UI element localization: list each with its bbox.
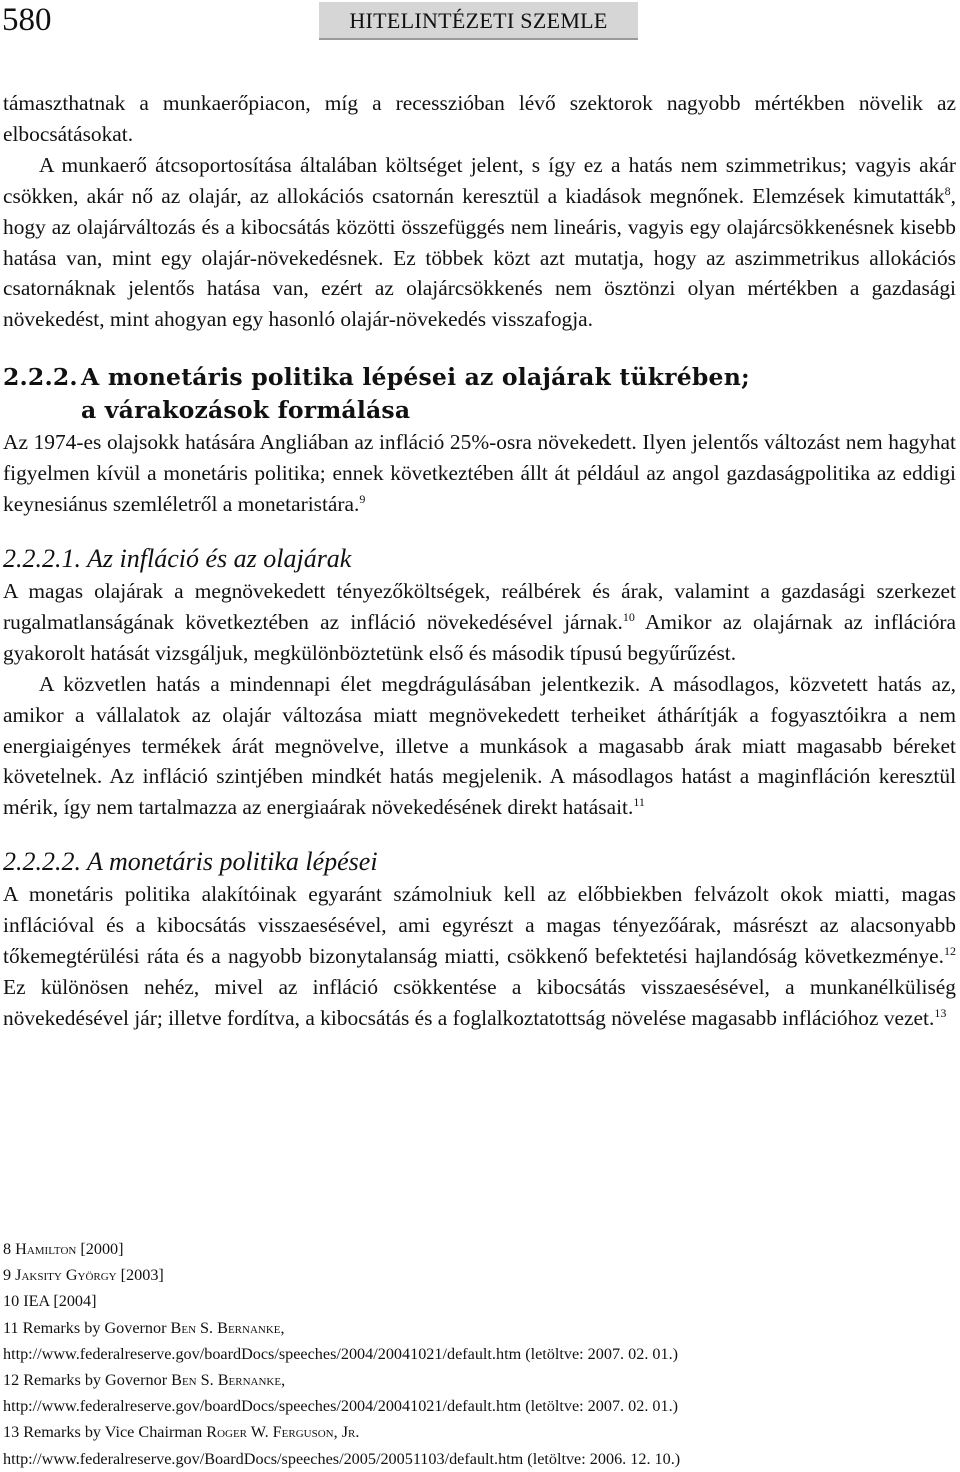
footnote-number: 13 [3, 1423, 20, 1442]
footnote-ref-8: 8 [944, 183, 951, 198]
paragraph-asymmetry [3, 150, 956, 335]
paragraph-text: A közvetlen hatás a mindennapi élet megdrágulásában jelentkezik. A másodlagos, közvetett hatás az, amikor a vállalatok az olajár változása miatt megnövekedett terheiket áthárítják a fogyasztóikra a nem energiaigényes termékek árát megnövelve, illetve a munkások a magasabb árak miatt magasabb béreket követelnek. Az infláció szintjében mindkét hatás megjelenik. A másodlagos hatást a maginfláción keresztül mérik, így nem tartalmazza az energiaárak növekedésének direkt hatásait. [3, 671, 956, 820]
footnote-text: [2000] [76, 1240, 124, 1258]
footnote-13-url[interactable]: http://www.federalreserve.gov/BoardDocs/speeches/2005/20051103/default.htm (letöltve: 2006. 12. 10.) [3, 1449, 681, 1468]
footnote-9 [3, 1262, 956, 1288]
footnote-ref-12: 12 [944, 944, 956, 959]
running-title: HITELINTÉZETI SZEMLE [319, 2, 638, 40]
paragraph-oil-shock [3, 427, 956, 520]
footnote-author: Roger W. Ferguson, Jr. [206, 1423, 360, 1442]
section-title-line1: A monetáris politika lépései az olajárak tükrében; [81, 363, 750, 392]
footnote-number: 12 [3, 1371, 20, 1390]
footnote-text: , [281, 1371, 286, 1390]
footnote-author: Hamilton [15, 1240, 77, 1258]
subsection-title: A monetáris politika lépései [87, 847, 378, 877]
paragraph-intro: támaszthatnak a munkaerőpiacon, míg a recesszióban lévő szektorok nagyobb mértékben növelik az elbocsátásokat. [3, 91, 956, 146]
footnote-text: Remarks by Vice Chairman [23, 1423, 207, 1442]
paragraph-text: A magas olajárak a megnövekedett tényezőköltségek, reálbérek és árak, valamint a gazdasági szerkezet rugalmatlanságának következtében az infláció növekedésével járnak. [3, 578, 956, 634]
footnote-ref-13: 13 [934, 1005, 947, 1020]
footnote-ref-11: 11 [633, 795, 645, 810]
paragraph-inflation [3, 576, 956, 669]
subsection-number: 2.2.2.2. [3, 847, 81, 877]
footnote-12-url[interactable]: http://www.federalreserve.gov/boardDocs/speeches/2004/20041021/default.htm (letöltve: 2007. 02. 01.) [3, 1397, 679, 1416]
footnotes [3, 1236, 956, 1472]
footnote-author: Ben S. Bernanke [170, 1318, 281, 1337]
subsection-heading-2-2-2-1 [3, 542, 956, 576]
subsection-heading-2-2-2-2 [3, 845, 956, 879]
paragraph-direct-effect [3, 669, 956, 824]
footnote-number: 11 [3, 1318, 19, 1337]
page-number: 580 [2, 2, 52, 38]
footnote-text: IEA [2004] [23, 1292, 97, 1311]
subsection-title: Az infláció és az olajárak [87, 543, 352, 573]
footnote-12 [3, 1367, 956, 1393]
footnote-author: Jaksity György [15, 1266, 117, 1285]
footnote-number: 10 [3, 1292, 20, 1311]
paragraph-text: A munkaerő átcsoportosítása általában költséget jelent, s így ez a hatás nem szimmetrikus; vagyis akár csökken, akár nő az olajár, az allokációs csatornán keresztül a kiadások megnőnek. Elemzések kimutatták [3, 152, 956, 208]
footnote-text: Remarks by Governor [22, 1318, 171, 1337]
section-title-line2: a várakozások formálása [81, 396, 411, 425]
subsection-number: 2.2.2.1. [3, 543, 81, 573]
footnote-8 [3, 1236, 956, 1262]
section-number: 2.2.2. [3, 363, 78, 392]
footnote-text: [2003] [116, 1266, 164, 1285]
footnote-11-url[interactable]: http://www.federalreserve.gov/boardDocs/speeches/2004/20041021/default.htm (letöltve: 2007. 02. 01.) [3, 1344, 679, 1363]
paragraph-text: Az 1974-es olajsokk hatására Angliában az infláció 25%-osra növekedett. Ilyen jelentős változást nem hagyhat figyelmen kívül a monetáris politika; ennek következtében állt át például az angol gazdaságpolitika az eddigi keynesiánus szemléletről a monetaristára. [3, 430, 956, 517]
paragraph-text: , hogy az olajárváltozás és a kibocsátás közötti összefüggés nem lineáris, vagyis egy olajárcsökkenésnek kisebb hatása van, mint egy olajár-növekedésnek. Ez többek közt azt mutatja, hogy az aszimmetrikus allokációs csatornáknak jelentős hatása van, ezért az olajárcsökkenés nem ösztönzi olyan mértékben a gazdasági növekedést, mint ahogyan egy hasonló olajár-növekedés visszafogja. [3, 183, 956, 332]
main-text [3, 88, 956, 1034]
footnote-text: , [280, 1318, 285, 1337]
footnote-10 [3, 1288, 956, 1314]
footnote-11 [3, 1315, 956, 1341]
footnote-text: Remarks by Governor [23, 1371, 172, 1390]
footnote-author: Ben S. Bernanke [171, 1371, 282, 1390]
footnote-ref-10: 10 [622, 609, 635, 624]
paragraph-text: Ez különösen nehéz, mivel az infláció csökkentése a kibocsátás visszaesésével, a munkanélküliség növekedésével jár; illetve fordítva, a kibocsátás és a foglalkoztatottság növelése magasabb inflációhoz vezet. [3, 974, 956, 1030]
paragraph-monetary-steps [3, 879, 956, 1034]
paragraph-text: Amikor az olajárnak az inflációra gyakorolt hatását vizsgáljuk, megkülönböztetünk első és második típusú begyűrűzést. [3, 609, 957, 665]
footnote-ref-9: 9 [359, 492, 366, 507]
paragraph-text: A monetáris politika alakítóinak egyaránt számolniuk kell az előbbiekben felvázolt okok miatti, magas inflációval és a kibocsátás visszaesésével, ami egyrészt a magas tényezőárak, másrészt az alacsonyabb tőkemegtérülési ráta és a nagyobb bizonytalanság miatti, csökkenő befektetési hajlandóság következménye. [3, 882, 956, 969]
footnote-13 [3, 1419, 956, 1445]
footnote-number: 8 [3, 1240, 12, 1258]
section-heading-2-2-2 [3, 361, 956, 427]
page-header [0, 0, 960, 44]
footnote-number: 9 [3, 1266, 12, 1285]
